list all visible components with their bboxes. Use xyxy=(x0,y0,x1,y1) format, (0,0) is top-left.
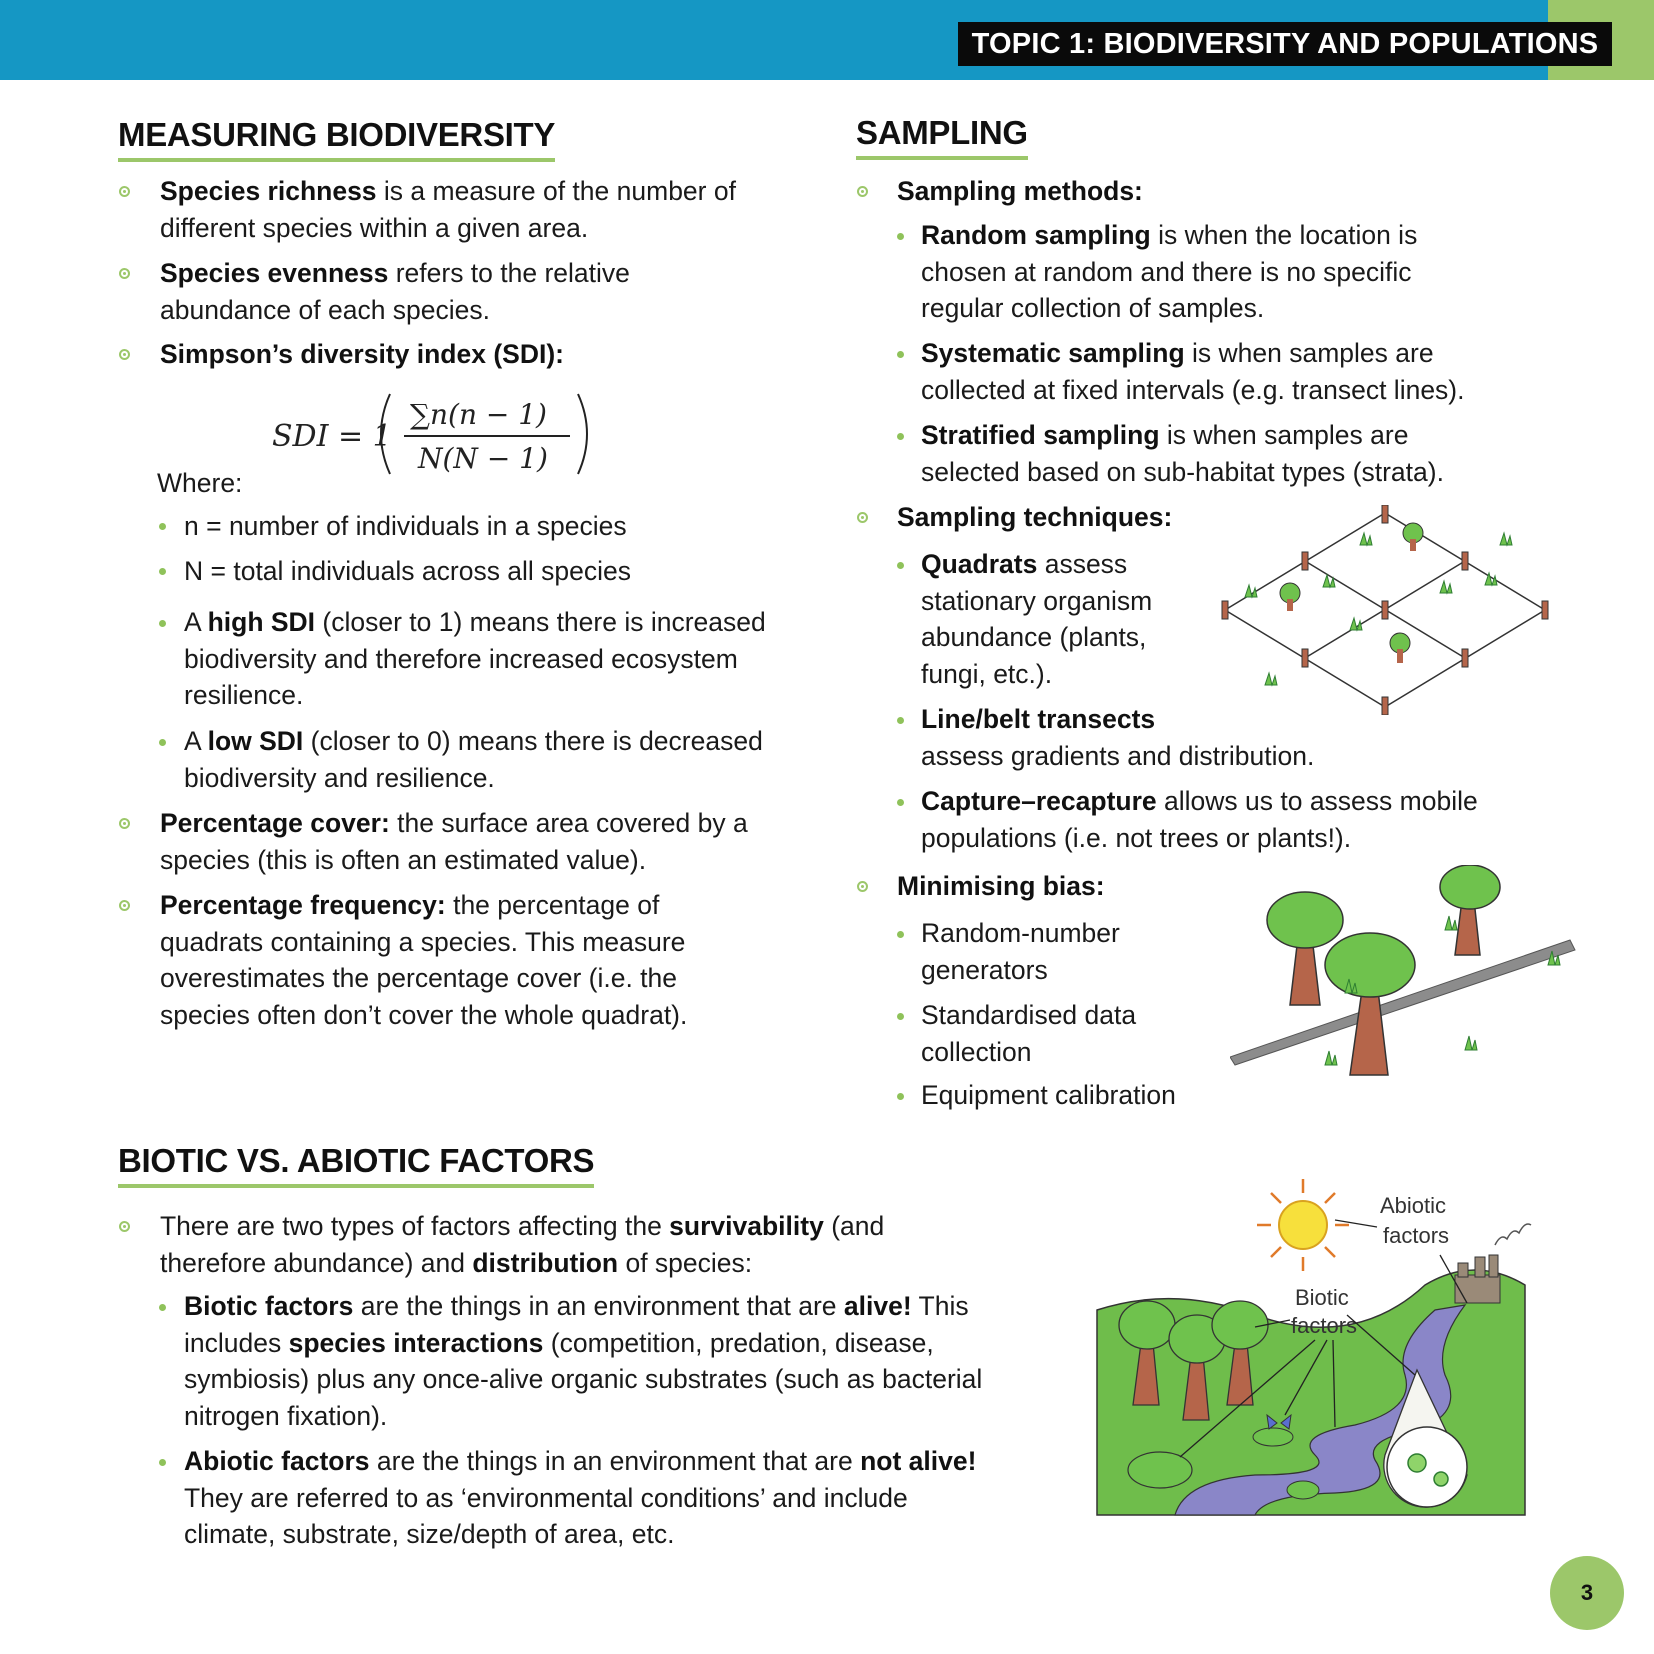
evenness-item: Species evenness refers to the relative abundance of each species. xyxy=(160,258,630,325)
bacteria-icon xyxy=(1408,1454,1426,1472)
quadrat-grid-figure xyxy=(1215,505,1555,715)
transects-item: Line/belt transects assess gradients and distribution. xyxy=(921,704,1315,771)
label-abiotic-1: Abiotic xyxy=(1380,1193,1447,1218)
bullet-icon xyxy=(159,739,166,746)
high-sdi-item: A high SDI (closer to 1) means there is increased biodiversity and therefore increased ecosystem resilience. xyxy=(184,607,766,710)
bullet-icon xyxy=(119,818,130,829)
methods-heading: Sampling methods: xyxy=(897,176,1143,206)
frequency-item: Percentage frequency: the percentage of quadrats containing a species. This measure overestimates the percentage cover (i.e. the species often don’t cover the whole quadrat). xyxy=(160,890,688,1030)
where-label: Where: xyxy=(157,468,243,498)
bullet-icon xyxy=(897,799,904,806)
capture-recapture-item: Capture–recapture allows us to assess mobile populations (i.e. not trees or plants!). xyxy=(921,786,1478,853)
abiotic-item: Abiotic factors are the things in an environment that are not alive! They are referred to as ‘environmental conditions’ and include climate, substrate, size/depth of area, etc. xyxy=(184,1446,977,1549)
formula-denominator: N(N − 1) xyxy=(418,442,548,475)
sun-icon xyxy=(1279,1201,1327,1249)
label-biotic-1: Biotic xyxy=(1295,1285,1349,1310)
section-title-measuring: MEASURING BIODIVERSITY xyxy=(118,116,555,162)
bullet-icon xyxy=(857,186,868,197)
section-title-sampling: SAMPLING xyxy=(856,114,1028,160)
bullet-icon xyxy=(119,186,130,197)
sdi-heading: Simpson’s diversity index (SDI): xyxy=(160,339,564,369)
bias-item-rng: Random-number generators xyxy=(921,918,1120,985)
bullet-icon xyxy=(897,433,904,440)
bullet-icon xyxy=(897,562,904,569)
techniques-heading: Sampling techniques: xyxy=(897,502,1173,532)
N-definition: N = total individuals across all species xyxy=(184,556,632,586)
bullet-icon xyxy=(159,1304,166,1311)
bacteria-icon xyxy=(1434,1472,1448,1486)
bullet-icon xyxy=(119,900,130,911)
bullet-icon xyxy=(159,523,166,530)
bullet-icon xyxy=(897,233,904,240)
page-number: 3 xyxy=(1550,1556,1624,1630)
smoke-icon xyxy=(1495,1224,1531,1245)
bullet-icon xyxy=(897,1013,904,1020)
low-sdi-item: A low SDI (closer to 0) means there is decreased biodiversity and resilience. xyxy=(184,726,763,793)
systematic-sampling-item: Systematic sampling is when samples are collected at fixed intervals (e.g. transect lines). xyxy=(921,338,1465,405)
bullet-icon xyxy=(119,1221,130,1232)
topic-banner: TOPIC 1: BIODIVERSITY AND POPULATIONS xyxy=(958,22,1612,66)
factors-intro: There are two types of factors affecting the survivability (and therefore abundance) and distribution of species: xyxy=(160,1211,885,1278)
sdi-formula xyxy=(270,390,600,480)
cover-item: Percentage cover: the surface area covered by a species (this is often an estimated value). xyxy=(160,808,748,875)
formula-numerator: ∑n(n − 1) xyxy=(410,398,547,431)
transect-figure xyxy=(1230,865,1580,1085)
bullet-icon xyxy=(857,881,868,892)
n-definition: n = number of individuals in a species xyxy=(184,511,627,541)
label-biotic-2: factors xyxy=(1291,1313,1358,1338)
bullet-icon xyxy=(897,351,904,358)
bullet-icon xyxy=(159,568,166,575)
stratified-sampling-item: Stratified sampling is when samples are selected based on sub-habitat types (strata). xyxy=(921,420,1444,487)
bullet-icon xyxy=(159,620,166,627)
right-paren-icon xyxy=(578,394,587,474)
bullet-icon xyxy=(159,1459,166,1466)
bias-item-standardised: Standardised data collection xyxy=(921,1000,1137,1067)
label-abiotic-2: factors xyxy=(1383,1223,1450,1248)
bullet-icon xyxy=(897,1093,904,1100)
sdi-formula-graphic xyxy=(270,390,600,480)
bias-item-calibration: Equipment calibration xyxy=(921,1080,1176,1110)
bullet-icon xyxy=(857,512,868,523)
bullet-icon xyxy=(897,717,904,724)
ecosystem-figure xyxy=(1095,1175,1535,1520)
bullet-icon xyxy=(119,349,130,360)
section-title-factors: BIOTIC VS. ABIOTIC FACTORS xyxy=(118,1142,594,1188)
bias-heading: Minimising bias: xyxy=(897,871,1105,901)
random-sampling-item: Random sampling is when the location is chosen at random and there is no specific regular collection of samples. xyxy=(921,220,1418,323)
bullet-icon xyxy=(119,268,130,279)
richness-item: Species richness is a measure of the number of different species within a given area. xyxy=(160,176,736,243)
quadrats-item: Quadrats assess stationary organism abundance (plants, fungi, etc.). xyxy=(921,549,1153,689)
formula-lhs: SDI = 1 xyxy=(272,419,392,454)
bullet-icon xyxy=(897,931,904,938)
biotic-item: Biotic factors are the things in an environment that are alive! This includes species interactions (competition, predation, disease, symbiosis) plus any once-alive organic substrates (such as bacterial nitrogen fixation). xyxy=(184,1291,983,1431)
